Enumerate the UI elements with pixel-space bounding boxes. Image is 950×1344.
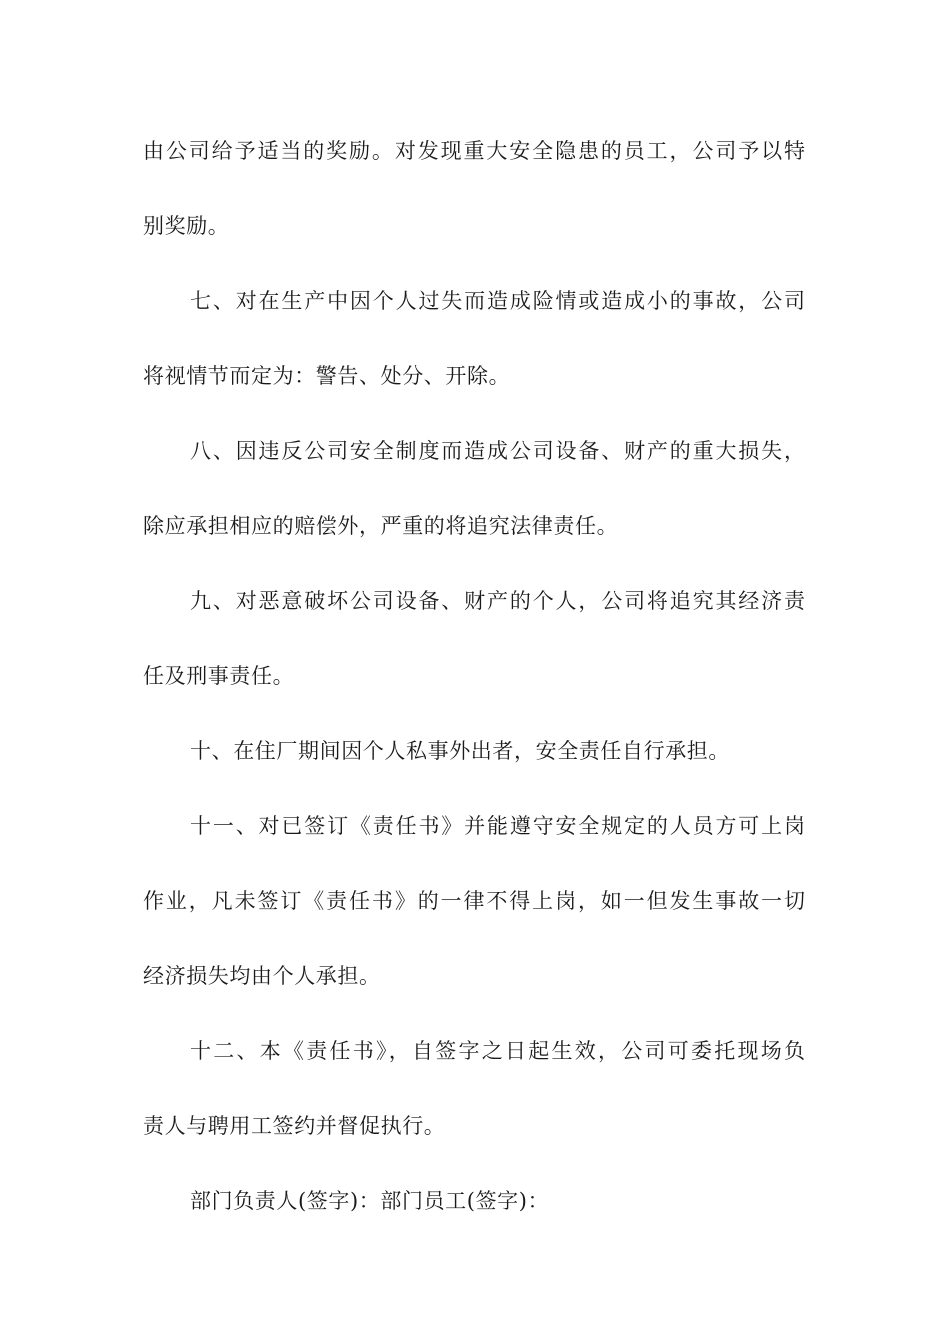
text-line: 别奖励。 <box>143 214 230 238</box>
text-line: 十二、本《责任书》，自签字之日起生效，公司可委托现场负 <box>190 1039 805 1063</box>
text-line: 十一、对已签订《责任书》并能遵守安全规定的人员方可上岗 <box>190 814 805 838</box>
text-line: 十、在住厂期间因个人私事外出者，安全责任自行承担。 <box>190 739 730 763</box>
text-line: 除应承担相应的赔偿外，严重的将追究法律责任。 <box>143 514 619 538</box>
signature-line: 部门负责人(签字)：部门员工(签字)： <box>190 1189 550 1213</box>
text-line: 九、对恶意破坏公司设备、财产的个人，公司将追究其经济责 <box>190 589 805 613</box>
text-line: 由公司给予适当的奖励。对发现重大安全隐患的员工，公司予以特 <box>143 139 805 163</box>
text-line: 八、因违反公司安全制度而造成公司设备、财产的重大损失， <box>190 439 805 463</box>
text-line: 任及刑事责任。 <box>143 664 295 688</box>
text-line: 七、对在生产中因个人过失而造成险情或造成小的事故，公司 <box>190 289 805 313</box>
text-line: 责人与聘用工签约并督促执行。 <box>143 1114 446 1138</box>
text-line: 经济损失均由个人承担。 <box>143 964 381 988</box>
text-line: 作业，凡未签订《责任书》的一律不得上岗，如一但发生事故一切 <box>143 889 805 913</box>
text-line: 将视情节而定为：警告、处分、开除。 <box>143 364 511 388</box>
